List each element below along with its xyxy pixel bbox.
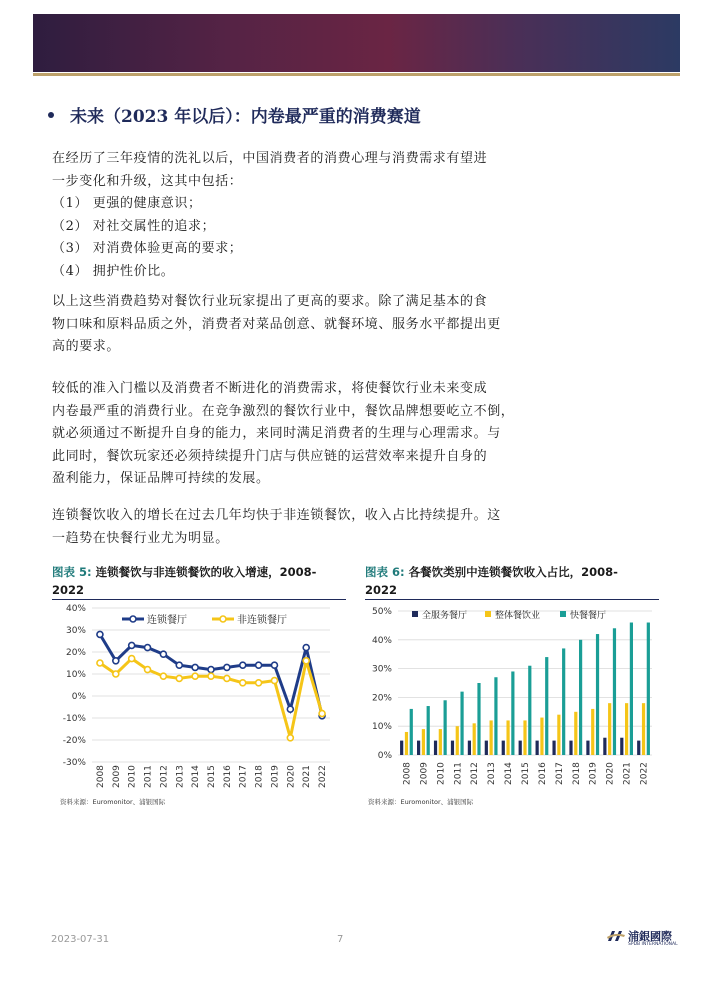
bar-1 <box>642 703 645 755</box>
legend-marker <box>130 616 136 622</box>
y-tick-label: 40% <box>371 635 392 646</box>
bar-2 <box>427 706 430 755</box>
list-item: （2） 对社交属性的追求； <box>52 218 216 234</box>
section-heading-text: 未来（2023 年以后）：内卷最严重的消费赛道 <box>70 107 421 127</box>
paragraph-line: 以上这些消费趋势对餐饮行业玩家提出了更高的要求。除了满足基本的食 <box>52 294 488 309</box>
bar-1 <box>540 718 543 755</box>
y-tick-label: 40% <box>65 604 86 614</box>
bar-2 <box>579 640 582 755</box>
bar-0 <box>536 741 539 755</box>
bar-2 <box>460 692 463 755</box>
data-point <box>256 662 262 668</box>
bullet-icon <box>48 112 54 118</box>
x-tick-label: 2020 <box>286 765 297 788</box>
legend-label: 全服务餐厅 <box>422 611 468 621</box>
bar-2 <box>596 634 599 755</box>
bar-2 <box>444 700 447 755</box>
x-tick-label: 2011 <box>453 762 464 785</box>
figure-6-title-year: 2022 <box>365 583 398 597</box>
x-tick-label: 2009 <box>419 762 430 785</box>
bar-0 <box>400 741 403 755</box>
bar-1 <box>473 723 476 755</box>
paragraph-line: 较低的准入门槛以及消费者不断进化的消费需求，将使餐饮行业未来变成 <box>52 381 488 396</box>
data-point <box>176 675 182 681</box>
bar-1 <box>625 703 628 755</box>
x-tick-label: 2019 <box>588 762 599 785</box>
bar-1 <box>608 703 611 755</box>
x-tick-label: 2018 <box>254 765 265 788</box>
x-tick-label: 2020 <box>605 762 616 785</box>
x-tick-label: 2015 <box>207 765 217 788</box>
header-banner <box>33 14 680 72</box>
paragraph-line: 在经历了三年疫情的洗礼以后，中国消费者的消费心理与消费需求有望进 <box>52 151 488 166</box>
section-heading <box>48 102 421 127</box>
figure-5-chart <box>50 600 350 795</box>
footer-date: 2023-07-31 <box>51 934 110 945</box>
bar-1 <box>523 720 526 755</box>
bar-0 <box>519 741 522 755</box>
data-point <box>160 673 166 679</box>
data-point <box>240 680 246 686</box>
logo-text-cn: 浦銀國際 <box>628 930 672 943</box>
x-tick-label: 2017 <box>554 762 565 785</box>
brand-logo <box>606 928 678 948</box>
data-point <box>160 651 166 657</box>
data-point <box>145 645 151 651</box>
figure-6-source: 资料来源：Euromonitor、浦银国际 <box>368 798 474 806</box>
bar-2 <box>494 677 497 755</box>
bar-1 <box>557 715 560 755</box>
bar-1 <box>456 726 459 755</box>
bar-2 <box>477 683 480 755</box>
data-point <box>256 680 262 686</box>
data-point <box>240 662 246 668</box>
x-tick-label: 2012 <box>470 762 481 785</box>
logo-mark-icon <box>606 928 626 944</box>
paragraph-line: 一步变化和升级，这其中包括： <box>52 173 243 189</box>
legend-swatch <box>485 611 491 617</box>
figure-6-title <box>365 563 665 599</box>
bar-0 <box>417 741 420 755</box>
y-tick-label: 50% <box>371 607 392 617</box>
x-tick-label: 2016 <box>537 762 548 785</box>
y-tick-label: -10% <box>62 714 86 724</box>
x-tick-label: 2021 <box>622 762 633 785</box>
legend-label: 整体餐饮业 <box>495 611 541 621</box>
x-tick-label: 2010 <box>127 765 138 788</box>
legend-label: 非连锁餐厅 <box>237 615 287 626</box>
figure-5-title-year: 2022 <box>52 583 85 597</box>
logo-text-en: SPDB INTERNATIONAL <box>628 942 678 947</box>
data-point <box>113 671 119 677</box>
data-point <box>97 631 103 637</box>
bar-2 <box>410 709 413 755</box>
bar-2 <box>630 623 633 755</box>
data-point <box>319 711 325 717</box>
data-point <box>129 642 135 648</box>
y-tick-label: -30% <box>62 758 86 768</box>
bar-2 <box>562 648 565 755</box>
data-point <box>113 658 119 664</box>
data-point <box>271 662 277 668</box>
x-tick-label: 2022 <box>639 762 650 785</box>
figure-6-title-text: 各餐饮类别中连锁餐饮收入占比，2008- <box>408 565 618 579</box>
x-tick-label: 2017 <box>238 765 249 788</box>
data-point <box>208 667 214 673</box>
bar-2 <box>511 671 514 755</box>
page-number: 7 <box>337 934 344 945</box>
bar-0 <box>502 741 505 755</box>
legend-marker <box>220 616 226 622</box>
x-tick-label: 2016 <box>222 765 233 788</box>
y-tick-label: 20% <box>65 648 86 658</box>
paragraph-line: 盈利能力，保证品牌可持续的发展。 <box>52 471 270 486</box>
bar-0 <box>603 738 606 755</box>
data-point <box>145 667 151 673</box>
paragraph-line: 内卷最严重的消费行业。在竞争激烈的餐饮行业中，餐饮品牌想要屹立不倒， <box>52 403 515 419</box>
bar-0 <box>586 741 589 755</box>
data-point <box>224 675 230 681</box>
legend-label: 快餐餐厅 <box>570 611 607 621</box>
x-tick-label: 2019 <box>270 765 281 788</box>
paragraph-line: 连锁餐饮收入的增长在过去几年均快于非连锁餐饮，收入占比持续提升。这 <box>52 508 501 523</box>
x-tick-label: 2012 <box>159 765 170 788</box>
bar-2 <box>613 628 616 755</box>
x-tick-label: 2014 <box>504 762 515 785</box>
data-point <box>129 656 135 662</box>
header-divider <box>33 73 680 76</box>
paragraph-line: 就必须通过不断提升自身的能力，来同时满足消费者的生理与心理需求。与 <box>52 426 501 441</box>
paragraph-chain <box>52 505 501 550</box>
x-tick-label: 2008 <box>402 762 413 785</box>
x-tick-label: 2013 <box>175 765 186 788</box>
x-tick-label: 2010 <box>436 762 447 785</box>
bar-1 <box>591 709 594 755</box>
paragraph-line: 此同时，餐饮玩家还必须持续提升门店与供应链的运营效率来提升自身的 <box>52 448 488 464</box>
x-tick-label: 2018 <box>571 762 582 785</box>
data-point <box>176 662 182 668</box>
data-point <box>208 673 214 679</box>
figure-6-label: 图表 6: <box>365 565 405 579</box>
figure-6-chart <box>362 600 662 795</box>
bar-1 <box>574 712 577 755</box>
figure-5-source: 资料来源：Euromonitor、浦银国际 <box>60 798 166 806</box>
bar-2 <box>647 623 650 755</box>
paragraph-line: 一趋势在快餐行业尤为明显。 <box>52 530 229 546</box>
data-point <box>192 673 198 679</box>
paragraph-intro <box>52 148 487 283</box>
data-point <box>271 678 277 684</box>
data-point <box>287 735 293 741</box>
data-point <box>224 664 230 670</box>
paragraph-trends <box>52 291 501 359</box>
legend-swatch <box>412 611 418 617</box>
bar-0 <box>552 741 555 755</box>
y-tick-label: 0% <box>71 692 86 702</box>
y-tick-label: 30% <box>371 664 392 675</box>
bar-0 <box>451 741 454 755</box>
paragraph-line: 物口味和原料品质之外，消费者对菜品创意、就餐环境、服务水平都提出更 <box>52 316 501 332</box>
data-point <box>303 658 309 664</box>
list-item: （1） 更强的健康意识； <box>52 196 202 211</box>
data-point <box>303 645 309 651</box>
x-tick-label: 2008 <box>95 765 106 788</box>
figure-5-title <box>52 563 352 599</box>
bar-2 <box>545 657 548 755</box>
data-point <box>192 664 198 670</box>
list-item: （4） 拥护性价比。 <box>52 263 175 279</box>
x-tick-label: 2014 <box>191 765 202 788</box>
list-item: （3） 对消费体验更高的要求； <box>52 241 243 256</box>
x-tick-label: 2013 <box>487 762 498 785</box>
bar-2 <box>528 666 531 755</box>
bar-1 <box>422 729 425 755</box>
paragraph-line: 高的要求。 <box>52 339 121 354</box>
x-tick-label: 2015 <box>521 762 531 785</box>
bar-0 <box>620 738 623 755</box>
bar-0 <box>569 741 572 755</box>
bar-0 <box>468 741 471 755</box>
x-tick-label: 2009 <box>111 765 122 788</box>
y-tick-label: 0% <box>377 751 392 761</box>
legend-swatch <box>560 611 566 617</box>
y-tick-label: 10% <box>371 722 392 733</box>
legend-label: 连锁餐厅 <box>147 615 187 626</box>
y-tick-label: 20% <box>371 693 392 704</box>
y-tick-label: -20% <box>62 736 86 746</box>
data-point <box>287 706 293 712</box>
bar-1 <box>405 732 408 755</box>
x-tick-label: 2022 <box>318 765 329 788</box>
x-tick-label: 2021 <box>302 765 313 788</box>
bar-1 <box>506 720 509 755</box>
paragraph-competition <box>52 378 514 491</box>
data-point <box>97 660 103 666</box>
bar-0 <box>637 741 640 755</box>
bar-0 <box>485 741 488 755</box>
bar-1 <box>490 720 493 755</box>
x-tick-label: 2011 <box>143 765 154 788</box>
bar-0 <box>434 741 437 755</box>
bar-1 <box>439 729 442 755</box>
y-tick-label: 10% <box>65 670 86 680</box>
figure-5-title-text: 连锁餐饮与非连锁餐饮的收入增速，2008- <box>95 565 317 579</box>
figure-5-label: 图表 5: <box>52 565 92 579</box>
y-tick-label: 30% <box>65 626 86 636</box>
